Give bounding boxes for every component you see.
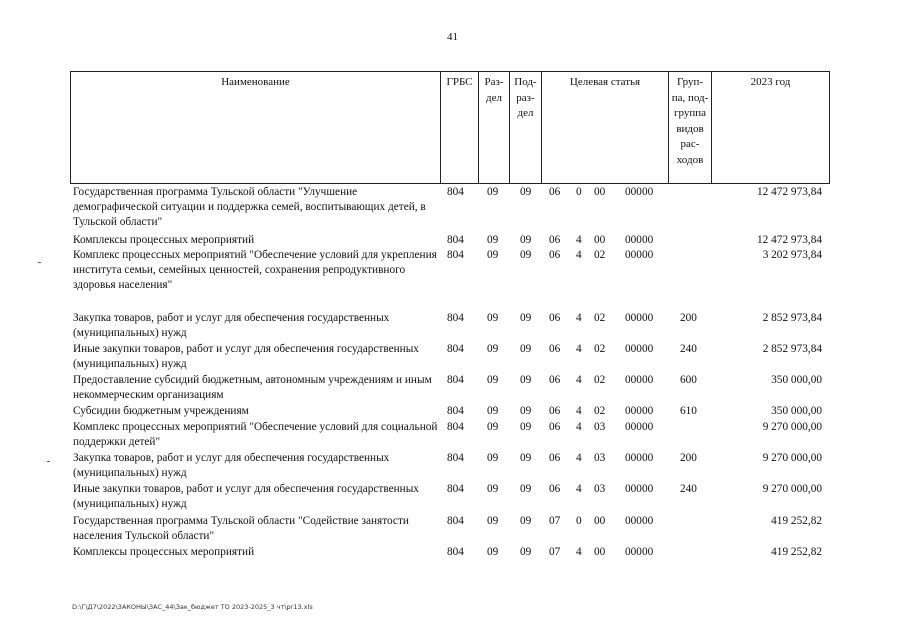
budget-table bbox=[70, 71, 830, 558]
cell-t1: 06 bbox=[549, 186, 561, 198]
cell-podr: 09 bbox=[520, 483, 532, 495]
table-header bbox=[70, 71, 830, 184]
cell-t3: 03 bbox=[594, 483, 606, 495]
cell-name: Иные закупки товаров, работ и услуг для обеспечения государственных (муниципальных) нужд bbox=[73, 483, 419, 510]
cell-t4: 00000 bbox=[625, 405, 654, 417]
header-target: Целевая статья bbox=[542, 72, 669, 183]
cell-t1: 06 bbox=[549, 452, 561, 464]
cell-t2: 4 bbox=[576, 312, 582, 324]
cell-razd: 09 bbox=[487, 546, 499, 558]
cell-t1: 06 bbox=[549, 374, 561, 386]
cell-razd: 09 bbox=[487, 312, 499, 324]
cell-sum: 9 270 000,00 bbox=[762, 483, 822, 495]
cell-t1: 06 bbox=[549, 234, 561, 246]
cell-razd: 09 bbox=[487, 405, 499, 417]
header-razdel: Раз- дел bbox=[479, 72, 510, 183]
cell-vid: 610 bbox=[680, 405, 697, 417]
cell-name: Иные закупки товаров, работ и услуг для обеспечения государственных (муниципальных) нужд bbox=[73, 343, 419, 370]
cell-t2: 4 bbox=[576, 421, 582, 433]
cell-podr: 09 bbox=[520, 312, 532, 324]
cell-sum: 2 852 973,84 bbox=[762, 343, 822, 355]
cell-t4: 00000 bbox=[625, 234, 654, 246]
cell-t4: 00000 bbox=[625, 374, 654, 386]
cell-t2: 4 bbox=[576, 343, 582, 355]
cell-razd: 09 bbox=[487, 186, 499, 198]
cell-podr: 09 bbox=[520, 343, 532, 355]
cell-grbs: 804 bbox=[447, 343, 464, 355]
cell-t3: 02 bbox=[594, 405, 606, 417]
cell-name: Государственная программа Тульской области "Улучшение демографической ситуации и поддержка семей, воспитывающих детей, в Тульской области" bbox=[73, 186, 426, 228]
cell-grbs: 804 bbox=[447, 483, 464, 495]
cell-t1: 06 bbox=[549, 249, 561, 261]
header-vid: Груп- па, под- группа видов рас- ходов bbox=[669, 72, 712, 183]
cell-razd: 09 bbox=[487, 343, 499, 355]
cell-grbs: 804 bbox=[447, 421, 464, 433]
cell-name: Комплекс процессных мероприятий "Обеспечение условий для социальной поддержки детей" bbox=[73, 421, 438, 448]
cell-name: Комплексы процессных мероприятий bbox=[73, 234, 255, 246]
cell-name: Государственная программа Тульской области "Содействие занятости населения Тульской области" bbox=[73, 515, 409, 542]
cell-vid: 200 bbox=[680, 452, 697, 464]
cell-t4: 00000 bbox=[625, 452, 654, 464]
cell-podr: 09 bbox=[520, 234, 532, 246]
cell-t3: 03 bbox=[594, 452, 606, 464]
scan-mark bbox=[38, 262, 41, 263]
cell-grbs: 804 bbox=[447, 515, 464, 527]
cell-name: Комплексы процессных мероприятий bbox=[73, 546, 255, 558]
cell-grbs: 804 bbox=[447, 186, 464, 198]
cell-t3: 03 bbox=[594, 421, 606, 433]
cell-grbs: 804 bbox=[447, 452, 464, 464]
cell-t3: 02 bbox=[594, 343, 606, 355]
cell-t2: 4 bbox=[576, 405, 582, 417]
cell-razd: 09 bbox=[487, 421, 499, 433]
cell-t4: 00000 bbox=[625, 343, 654, 355]
cell-razd: 09 bbox=[487, 234, 499, 246]
header-grbs: ГРБС bbox=[441, 72, 479, 183]
cell-sum: 350 000,00 bbox=[771, 405, 822, 417]
cell-podr: 09 bbox=[520, 421, 532, 433]
cell-podr: 09 bbox=[520, 405, 532, 417]
cell-t3: 02 bbox=[594, 312, 606, 324]
cell-t1: 06 bbox=[549, 312, 561, 324]
cell-t2: 4 bbox=[576, 483, 582, 495]
cell-t2: 4 bbox=[576, 249, 582, 261]
cell-grbs: 804 bbox=[447, 405, 464, 417]
cell-t1: 06 bbox=[549, 483, 561, 495]
cell-sum: 419 252,82 bbox=[771, 515, 822, 527]
cell-grbs: 804 bbox=[447, 546, 464, 558]
cell-grbs: 804 bbox=[447, 374, 464, 386]
cell-t1: 07 bbox=[549, 515, 561, 527]
cell-sum: 12 472 973,84 bbox=[757, 186, 822, 198]
cell-podr: 09 bbox=[520, 249, 532, 261]
cell-razd: 09 bbox=[487, 249, 499, 261]
cell-t2: 0 bbox=[576, 515, 582, 527]
scan-mark bbox=[47, 461, 50, 462]
cell-t2: 4 bbox=[576, 374, 582, 386]
header-name: Наименование bbox=[71, 72, 441, 183]
cell-t1: 06 bbox=[549, 421, 561, 433]
cell-podr: 09 bbox=[520, 452, 532, 464]
cell-name: Закупка товаров, работ и услуг для обеспечения государственных (муниципальных) нужд bbox=[73, 452, 390, 479]
cell-razd: 09 bbox=[487, 452, 499, 464]
cell-name: Комплекс процессных мероприятий "Обеспечение условий для укрепления института семьи, семейных ценностей, сохранения репродуктивного здоровья населения" bbox=[73, 249, 437, 291]
cell-t3: 02 bbox=[594, 249, 606, 261]
cell-t4: 00000 bbox=[625, 249, 654, 261]
header-year: 2023 год bbox=[750, 76, 791, 88]
cell-sum: 2 852 973,84 bbox=[762, 312, 822, 324]
cell-t3: 00 bbox=[594, 546, 606, 558]
cell-t4: 00000 bbox=[625, 186, 654, 198]
cell-t2: 4 bbox=[576, 452, 582, 464]
cell-t2: 4 bbox=[576, 234, 582, 246]
cell-podr: 09 bbox=[520, 546, 532, 558]
cell-t3: 00 bbox=[594, 515, 606, 527]
cell-razd: 09 bbox=[487, 374, 499, 386]
cell-vid: 240 bbox=[680, 483, 697, 495]
cell-podr: 09 bbox=[520, 186, 532, 198]
cell-t4: 00000 bbox=[625, 546, 654, 558]
cell-t4: 00000 bbox=[625, 515, 654, 527]
cell-sum: 9 270 000,00 bbox=[762, 452, 822, 464]
cell-sum: 9 270 000,00 bbox=[762, 421, 822, 433]
cell-sum: 3 202 973,84 bbox=[762, 249, 822, 261]
cell-t1: 06 bbox=[549, 405, 561, 417]
cell-t2: 4 bbox=[576, 546, 582, 558]
cell-grbs: 804 bbox=[447, 234, 464, 246]
cell-podr: 09 bbox=[520, 374, 532, 386]
cell-razd: 09 bbox=[487, 515, 499, 527]
cell-t4: 00000 bbox=[625, 312, 654, 324]
header-podrazdel: Под- раз- дел bbox=[510, 72, 542, 183]
cell-grbs: 804 bbox=[447, 249, 464, 261]
cell-vid: 240 bbox=[680, 343, 697, 355]
cell-razd: 09 bbox=[487, 483, 499, 495]
cell-vid: 600 bbox=[680, 374, 697, 386]
cell-t4: 00000 bbox=[625, 421, 654, 433]
cell-name: Закупка товаров, работ и услуг для обеспечения государственных (муниципальных) нужд bbox=[73, 312, 390, 339]
cell-name: Предоставление субсидий бюджетным, автономным учреждениям и иным некоммерческим организациям bbox=[73, 374, 432, 401]
cell-t3: 00 bbox=[594, 234, 606, 246]
cell-t4: 00000 bbox=[625, 483, 654, 495]
cell-t1: 06 bbox=[549, 343, 561, 355]
cell-t2: 0 bbox=[576, 186, 582, 198]
cell-sum: 419 252,82 bbox=[771, 546, 822, 558]
cell-name: Субсидии бюджетным учреждениям bbox=[73, 405, 249, 417]
cell-grbs: 804 bbox=[447, 312, 464, 324]
file-path-footer: D:\Г\Д7\2022\ЗАКОНЫ\ЗАС_44\Зак_бюджет ТО 2023-2025_3 чт\pr13.xls bbox=[72, 603, 313, 611]
cell-sum: 350 000,00 bbox=[771, 374, 822, 386]
cell-t3: 02 bbox=[594, 374, 606, 386]
cell-sum: 12 472 973,84 bbox=[757, 234, 822, 246]
cell-podr: 09 bbox=[520, 515, 532, 527]
cell-vid: 200 bbox=[680, 312, 697, 324]
cell-t1: 07 bbox=[549, 546, 561, 558]
cell-t3: 00 bbox=[594, 186, 606, 198]
page-number: 41 bbox=[447, 31, 458, 43]
